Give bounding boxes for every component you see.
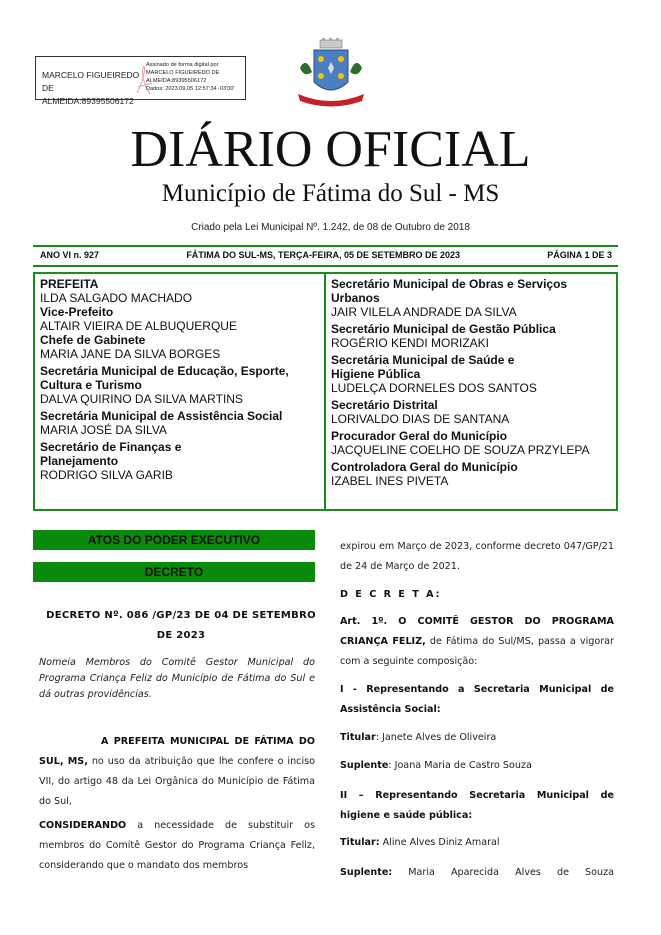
issue-number: ANO VI n. 927 [40, 250, 100, 260]
divider-top [33, 245, 618, 247]
signature-details [146, 61, 246, 93]
considerando-text: a necessidade de substituir os membros do Comitê Gestor do Programa Criança Feliz, considerando que o mandato dos membros [39, 820, 315, 871]
official-role: Secretário Municipal de Gestão Pública [331, 322, 556, 336]
issue-dateline: FÁTIMA DO SUL-MS, TERÇA-FEIRA, 05 DE SETEMBRO DE 2023 [186, 250, 461, 260]
official-role: Vice-Prefeito [40, 305, 114, 319]
page-title: DIÁRIO OFICIAL [130, 121, 531, 178]
official-name: JAIR VILELA ANDRADE DA SILVA [331, 305, 517, 319]
item-2-titular [340, 833, 614, 853]
item-1-heading-text: I - Representando a Secretaria Municipal de Assistência Social: [340, 684, 614, 715]
suplente-label: Suplente [340, 760, 389, 771]
issue-header [40, 250, 612, 260]
article-1-text: de Fátima do Sul/MS, passa a vigorar com a seguinte composição: [340, 636, 614, 667]
official-name: DALVA QUIRINO DA SILVA MARTINS [40, 392, 243, 406]
section-header-decree: DECRETO [33, 562, 315, 582]
signature-label: Assinado de forma digital por [146, 62, 219, 68]
official-name: RODRIGO SILVA GARIB [40, 468, 173, 482]
official-role: Controladora Geral do Município [331, 460, 518, 474]
item-2-heading [340, 786, 614, 826]
item-2-suplente [340, 863, 614, 883]
page-indicator: PÁGINA 1 DE 3 [547, 250, 612, 260]
official-name: MARIA JANE DA SILVA BORGES [40, 347, 221, 361]
item-1-suplente [340, 756, 614, 776]
official-name: ILDA SALGADO MACHADO [40, 291, 193, 305]
signature-signer: MARCELO FIGUEIREDO DE ALMEIDA:89395506172 [146, 70, 220, 84]
official-name: IZABEL INES PIVETA [331, 474, 449, 488]
officials-box [33, 272, 618, 511]
officials-right-column [331, 277, 613, 491]
suplente-label: Suplente: [340, 867, 393, 878]
officials-left-column [40, 277, 320, 485]
official-role: Secretária Municipal de Educação, Esporte, Cultura e Turismo [40, 364, 289, 392]
decree-preamble [39, 732, 315, 812]
divider-bottom [33, 265, 618, 267]
official-role: PREFEITA [40, 277, 99, 291]
official-name: LUDELÇA DORNELES DOS SANTOS [331, 381, 537, 395]
item-1-titular [340, 728, 614, 748]
preamble-authority: A PREFEITA MUNICIPAL DE FÁTIMA DO SUL, MS, [39, 736, 315, 767]
suplente-name: Maria Aparecida Alves de Souza [392, 867, 614, 878]
decree-title: DECRETO Nº. 086 /GP/23 DE 04 DE SETEMBRO DE 2023 [46, 610, 316, 641]
official-role: Secretário Distrital [331, 398, 438, 412]
considerando-label: CONSIDERANDO [39, 820, 127, 831]
article-1 [340, 612, 614, 672]
decree-considerando [39, 816, 315, 876]
creation-law: Criado pela Lei Municipal Nº. 1.242, de 08 de Outubro de 2018 [191, 222, 470, 233]
decree-summary: Nomeia Membros do Comitê Gestor Municipal do Programa Criança Feliz do Município de Fátima do Sul e dá outras providências. [39, 657, 315, 700]
preamble-text: no uso da atribuição que lhe confere o inciso VII, do artigo 48 da Lei Orgânica do Município de Fátima do Sul, [39, 756, 315, 807]
titular-label: Titular: [340, 837, 380, 848]
official-role: Secretária Municipal de Saúde e Higiene Pública [331, 353, 515, 381]
decree-continuation: expirou em Março de 2023, conforme decreto 047/GP/21 de 24 de Março de 2021. [340, 541, 614, 572]
suplente-name: : Joana Maria de Castro Souza [388, 760, 532, 771]
article-1-heading: Art. 1º. O COMITÊ GESTOR DO PROGRAMA CRIANÇA FELIZ, [340, 616, 614, 647]
official-name: LORIVALDO DIAS DE SANTANA [331, 412, 510, 426]
section-header-executive: ATOS DO PODER EXECUTIVO [33, 530, 315, 550]
officials-column-divider [324, 274, 326, 509]
signature-date: Dados: 2023.09.05 12:57:34 -03'00' [146, 86, 235, 92]
decreta-heading [340, 585, 614, 605]
official-name: ALTAIR VIEIRA DE ALBUQUERQUE [40, 319, 237, 333]
decreta-label: D E C R E T A: [340, 589, 442, 600]
official-name: ROGÉRIO KENDI MORIZAKI [331, 336, 490, 350]
titular-name: : Janete Alves de Oliveira [375, 732, 497, 743]
page-subtitle: Município de Fátima do Sul - MS [161, 180, 500, 207]
item-1-heading [340, 680, 614, 720]
official-role: Secretário de Finanças e Planejamento [40, 440, 182, 468]
digital-signature-box[interactable] [35, 56, 246, 106]
official-role: Secretário Municipal de Obras e Serviços Urbanos [331, 277, 568, 305]
official-role: Procurador Geral do Município [331, 429, 508, 443]
official-role: Chefe de Gabinete [40, 333, 146, 347]
coat-of-arms-icon [290, 38, 372, 110]
signer-name: MARCELO FIGUEIREDO DE ALMEIDA:89395506172 [42, 70, 140, 106]
official-name: MARIA JOSÉ DA SILVA [40, 423, 167, 437]
titular-label: Titular [340, 732, 376, 743]
item-2-heading-text: II – Representando Secretaria Municipal de higiene e saúde pública: [340, 790, 614, 821]
titular-name: Aline Alves Diniz Amaral [379, 837, 500, 848]
official-name: JACQUELINE COELHO DE SOUZA PRZYLEPA [331, 443, 590, 457]
official-role: Secretária Municipal de Assistência Social [40, 409, 283, 423]
